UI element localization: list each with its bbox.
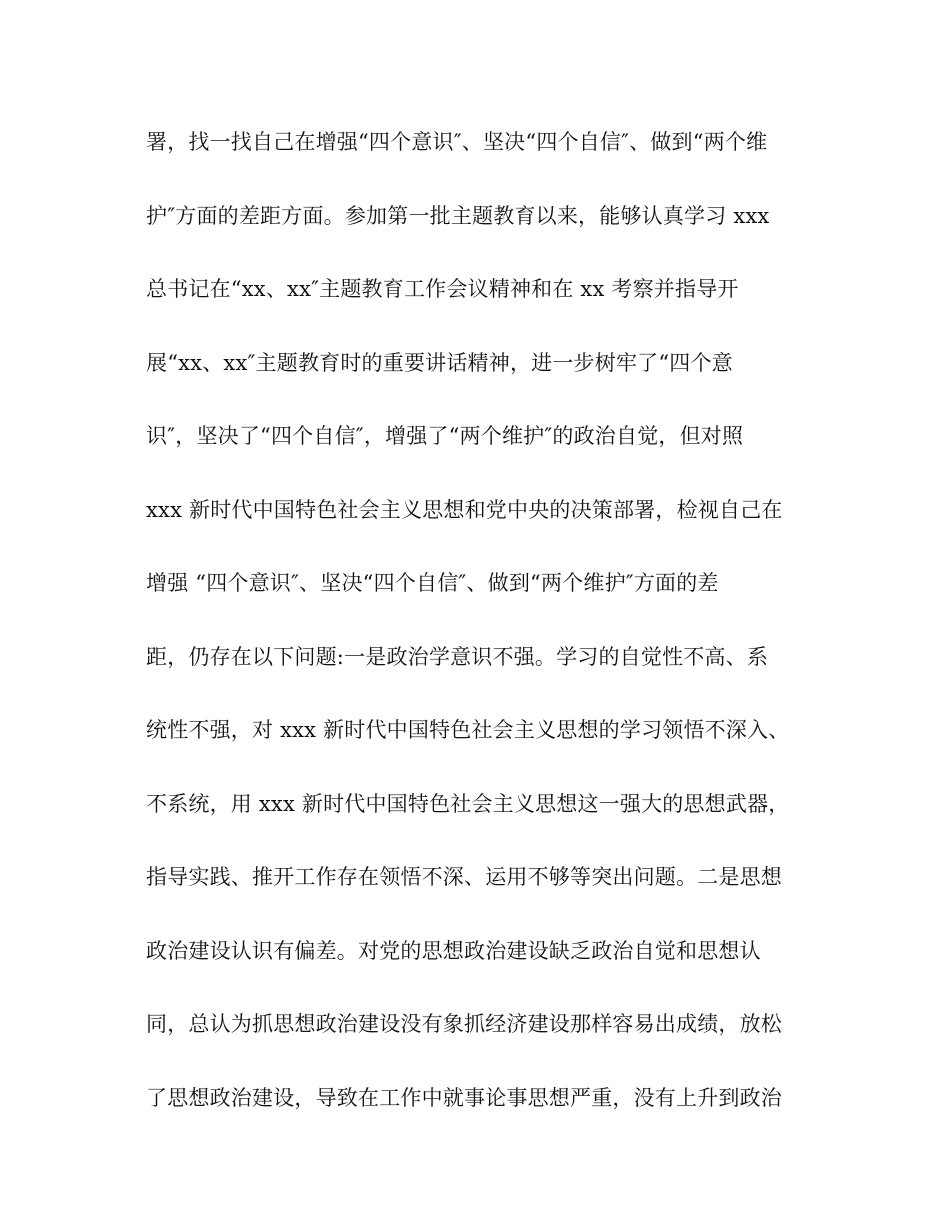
text-line: 展“xx、xx″主题教育时的重要讲话精神，进一步树牢了“四个意 (146, 350, 733, 375)
text-line: 统性不强，对 xxx 新时代中国特色社会主义思想的学习领悟不深入、 (146, 718, 790, 742)
text-line: 距，仍存在以下问题:一是政治学意识不强。学习的自觉性不高、系 (146, 644, 769, 669)
text-line: 增强 “四个意识″、坚决“四个自信″、做到“两个维护″方面的差 (146, 571, 719, 595)
text-line: 同，总认为抓思想政治建设没有象抓经济建设那样容易出成绩，放松 (146, 1012, 782, 1036)
text-line: 总书记在“xx、xx″主题教育工作会议精神和在 xx 考察并指导开 (146, 277, 739, 301)
text-line: 了思想政治建设，导致在工作中就事论事思想严重，没有上升到政治 (146, 1085, 782, 1110)
text-line: 政治建设认识有偏差。对党的思想政治建设缺乏政治自觉和思想认 (146, 938, 761, 963)
text-line: 指导实践、推开工作存在领悟不深、运用不够等突出问题。二是思想 (146, 865, 782, 889)
text-line: 不系统，用 xxx 新时代中国特色社会主义思想这一强大的思想武器， (146, 791, 790, 816)
text-line: 识″，坚决了“四个自信″，增强了“两个维护″的政治自觉，但对照 (146, 424, 744, 448)
document-body (146, 120, 826, 1149)
text-line: 护″方面的差距方面。参加第一批主题教育以来，能够认真学习 xxx (146, 203, 770, 228)
text-line: 署，找一找自己在增强“四个意识″、坚决“四个自信″、做到“两个维 (146, 130, 768, 154)
text-line: xxx 新时代中国特色社会主义思想和党中央的决策部署，检视自己在 (146, 497, 783, 522)
